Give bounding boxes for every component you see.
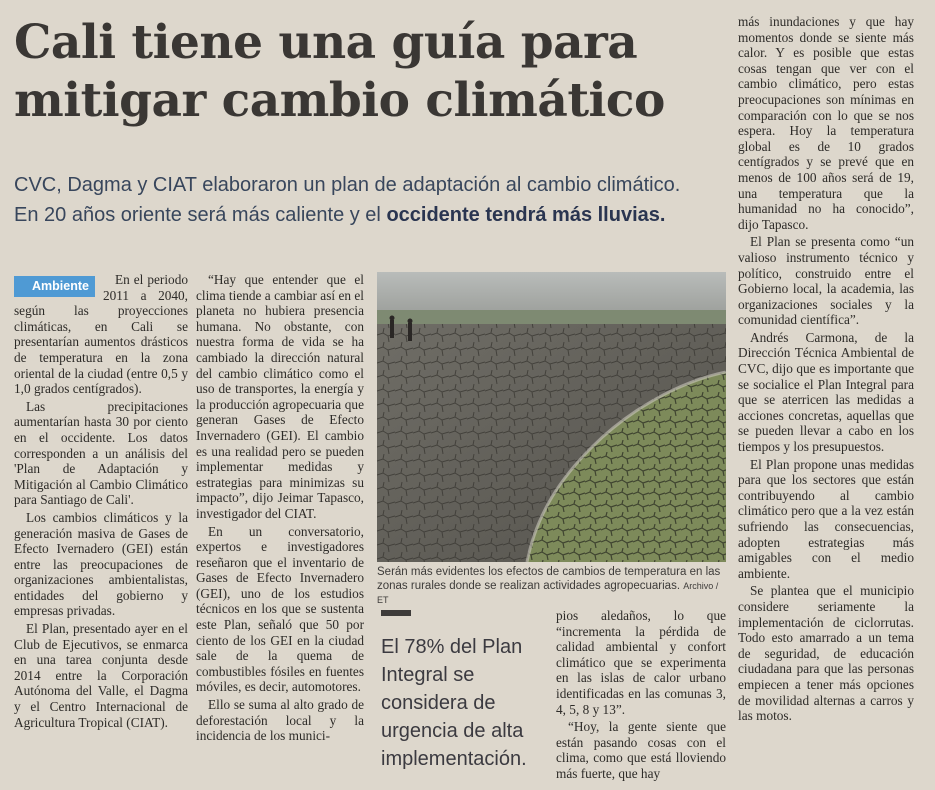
column-4-paragraph-3: Andrés Carmona, de la Dirección Técnica Ambiental de CVC, dijo que es importante que se socialice el Plan Integral para que se aterricen las medidas a acciones concretas, aquellas que se pueden llevar a cabo en los tiempos y los presupuestos. bbox=[738, 329, 914, 455]
column-1-paragraph-4: El Plan, presentado ayer en el Club de Ejecutivos, se enmarca en una tarea conjunta desde 2014 entre la Corporación Autónoma del Valle, el Dagma y el Centro Internacional de Agricultura Tropical (CIAT). bbox=[14, 621, 188, 730]
subhead-line-2-bold: occidente tendrá más lluvias. bbox=[386, 204, 666, 226]
photo-caption bbox=[377, 565, 726, 607]
column-1-paragraph-1-text: En el periodo 2011 a 2040, según las proyecciones climáticas, en Cali se presentarían aumentos drásticos de temperatura en la zona oriental de la ciudad (entre 0,5 y 1,0 grados centígrados). bbox=[14, 272, 188, 397]
headline: Cali tiene una guía para mitigar cambio climático bbox=[14, 15, 665, 128]
pullquote: El 78% del Plan Integral se considera de urgencia de alta implementación. bbox=[381, 636, 527, 770]
subhead bbox=[14, 170, 734, 230]
subhead-line-2-text: En 20 años oriente será más caliente y el bbox=[14, 204, 387, 226]
column-3-paragraph-1: pios aledaños, lo que “incrementa la pérdida de calidad ambiental y confort climático que se experimenta en las islas de calor urbano identificadas en las comunas 3, 4, 5, 8 y 13”. bbox=[556, 608, 726, 717]
article-column-2 bbox=[196, 272, 364, 746]
column-3-paragraph-2: “Hoy, la gente siente que están pasando cosas con el clima, como que está lloviendo más fuerte, que hay bbox=[556, 719, 726, 781]
cracked-earth-photo-illustration bbox=[377, 272, 726, 562]
article-column-1 bbox=[14, 272, 188, 732]
subhead-line-1: CVC, Dagma y CIAT elaboraron un plan de adaptación al cambio climático. bbox=[14, 174, 681, 196]
article-column-4 bbox=[738, 14, 914, 726]
column-2-paragraph-1: “Hay que entender que el clima tiende a cambiar así en el planeta no hubiera presencia humana. No obstante, con nuestra forma de vida se ha cambiado la dirección natural del cambio climático como el uso de transportes, la energía y la producción agropecuaria que generan Gases de Efecto Invernadero (GEI). El cambio es una realidad pero se pueden implementar medidas y estrategias para minimizas su impacto”, dijo Jeimar Tapasco, investigador del CIAT. bbox=[196, 272, 364, 521]
article-photo bbox=[377, 272, 726, 562]
column-2-paragraph-3: Ello se suma al alto grado de deforestación local y la incidencia de los munici- bbox=[196, 697, 364, 744]
section-tag: Ambiente bbox=[14, 276, 95, 297]
article-column-3 bbox=[556, 608, 726, 784]
column-4-paragraph-4: El Plan propone unas medidas para que los sectores que están contribuyendo al cambio climático pero que a la vez están sufriendo las consecuencias, adopten estrategias más amigables con el medio ambiente. bbox=[738, 456, 914, 581]
photo-caption-text: Serán más evidentes los efectos de cambios de temperatura en las zonas rurales donde se realizan actividades agropecuarias. bbox=[377, 566, 721, 592]
column-1-paragraph-2: Las precipitaciones aumentarían hasta 30 por ciento en el occidente. Los datos corresponden a un análisis del 'Plan de Adaptación y Mitigación al Cambio Climático para Santiago de Cali'. bbox=[14, 398, 188, 508]
subhead-line-2 bbox=[14, 200, 734, 230]
pullquote-bar bbox=[381, 610, 411, 616]
column-4-paragraph-1: más inundaciones y que hay momentos donde se siente más calor. Y es posible que estas cosas tengan que ver con el cambio climático, pero estas preocupaciones son mínimas en comparación con lo que se nos espera. Hoy la temperatura global es de 10 grados centígrados y se prevé que en menos de 100 años será de 19, una temperatura que la humanidad no ha conocido”, dijo Tapasco. bbox=[738, 14, 914, 232]
column-1-paragraph-1 bbox=[14, 272, 188, 397]
column-2-paragraph-2: En un conversatorio, expertos e investigadores reseñaron que el inventario de Gases de Efecto Invernadero (GEI), uno de los estudios técnicos en los que se sustenta este Plan, señaló que 50 por ciento de los GEI en la ciudad sale de la quema de combustibles fósiles en fuentes móviles, es decir, automotores. bbox=[196, 523, 364, 695]
photo-credit: Archivo / ET bbox=[377, 581, 719, 605]
column-4-paragraph-5: Se plantea que el municipio considere seriamente la implementación de ciclorrutas. Todo esto amarrado a un tema de seguridad, de educación ciudadana para que las personas empiecen a tener más opciones de movilidad alternas a carros y las motos. bbox=[738, 583, 914, 724]
column-1-paragraph-3: Los cambios climáticos y la generación masiva de Gases de Efecto Ivernadero (GEI) están entre las preocupaciones de organizaciones ambientalistas, entidades del gobierno y empresas privadas. bbox=[14, 509, 188, 619]
column-4-paragraph-2: El Plan se presenta como “un valioso instrumento técnico y político, construido entre el Gobierno local, la academia, las organizaciones sociales y la comunidad científica”. bbox=[738, 234, 914, 328]
